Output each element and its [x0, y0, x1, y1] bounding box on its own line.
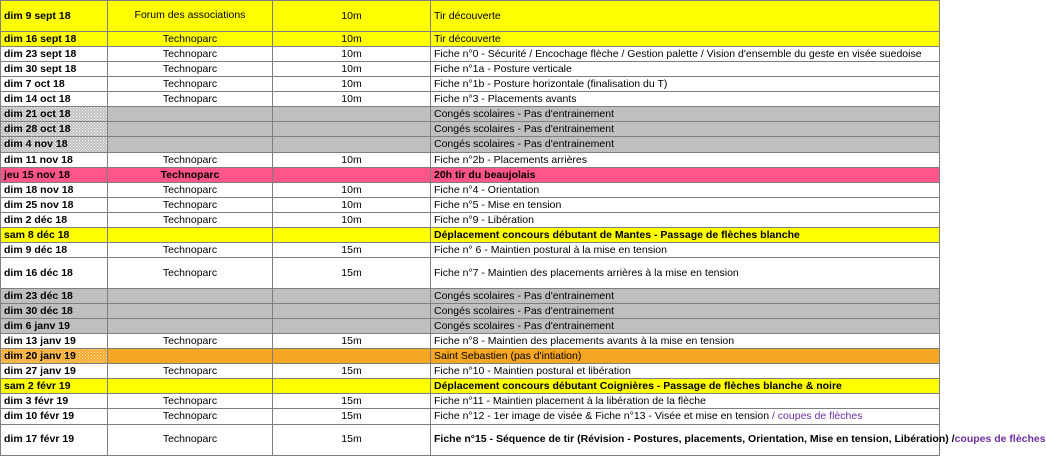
row-duration: 15m: [273, 424, 431, 455]
row-description-text: 20h tir du beaujolais: [434, 168, 536, 181]
table-row: [1, 167, 940, 182]
row-description: [431, 107, 940, 122]
row-duration: 15m: [273, 242, 431, 257]
row-place: Forum des associations: [108, 1, 273, 32]
row-place: [108, 227, 273, 242]
table-row: [1, 212, 940, 227]
row-place: Technoparc: [108, 152, 273, 167]
row-duration: 10m: [273, 92, 431, 107]
row-date: dim 25 nov 18: [1, 197, 108, 212]
row-description-text: Déplacement concours débutant de Mantes - Passage de flèches blanche: [434, 228, 800, 241]
table-row: [1, 92, 940, 107]
row-duration: 10m: [273, 1, 431, 32]
row-description: [431, 242, 940, 257]
row-description-suffix: coupes de flèches: [954, 433, 1046, 446]
row-duration: 15m: [273, 257, 431, 288]
table-row: [1, 319, 940, 334]
row-description: [431, 409, 940, 424]
row-place: Technoparc: [108, 92, 273, 107]
row-date: dim 2 déc 18: [1, 212, 108, 227]
table-row: [1, 152, 940, 167]
row-description-text: Fiche n°9 - Libération: [434, 213, 534, 226]
row-duration: [273, 288, 431, 303]
row-duration: 10m: [273, 32, 431, 47]
row-place: [108, 379, 273, 394]
row-description-text: Fiche n°1a - Posture verticale: [434, 63, 572, 76]
row-place: Technoparc: [108, 62, 273, 77]
row-description-text: Fiche n°11 - Maintien placement à la libération de la flèche: [434, 395, 706, 408]
row-description: [431, 424, 1046, 455]
schedule-body: [1, 1, 1046, 456]
row-date: dim 4 nov 18: [1, 137, 108, 152]
row-place: Technoparc: [108, 394, 273, 409]
row-place: [108, 137, 273, 152]
row-description-text: Saint Sebastien (pas d'intiation): [434, 350, 582, 363]
row-place: Technoparc: [108, 334, 273, 349]
row-duration: [273, 319, 431, 334]
table-row: [1, 349, 940, 364]
row-description-text: Fiche n°5 - Mise en tension: [434, 198, 562, 211]
row-duration: 15m: [273, 364, 431, 379]
row-duration: [273, 304, 431, 319]
row-place: [108, 107, 273, 122]
row-date: dim 13 janv 19: [1, 334, 108, 349]
row-date: dim 21 oct 18: [1, 107, 108, 122]
table-row: [1, 288, 940, 303]
row-place: Technoparc: [108, 242, 273, 257]
row-date: dim 10 févr 19: [1, 409, 108, 424]
row-description: [431, 47, 940, 62]
row-duration: 10m: [273, 152, 431, 167]
row-description-text: Congés scolaires - Pas d'entrainement: [434, 108, 615, 121]
row-description: [431, 349, 940, 364]
row-place: Technoparc: [108, 32, 273, 47]
row-description: [431, 304, 940, 319]
row-date: dim 9 déc 18: [1, 242, 108, 257]
row-date: dim 9 sept 18: [1, 1, 108, 32]
table-row: [1, 47, 940, 62]
row-description: [431, 334, 940, 349]
row-duration: 10m: [273, 62, 431, 77]
row-place: Technoparc: [108, 424, 273, 455]
row-description-text: Tir découverte: [434, 9, 501, 22]
row-place: [108, 349, 273, 364]
row-duration: [273, 137, 431, 152]
row-description-text: Déplacement concours débutant Coignières - Passage de flèches blanche & noire: [434, 380, 842, 393]
row-duration: 15m: [273, 394, 431, 409]
row-description-text: Congés scolaires - Pas d'entrainement: [434, 123, 615, 136]
row-place: Technoparc: [108, 47, 273, 62]
row-place: [108, 319, 273, 334]
row-description: [431, 62, 940, 77]
row-description-text: Fiche n°8 - Maintien des placements avants à la mise en tension: [434, 335, 735, 348]
row-description-text: Congés scolaires - Pas d'entrainement: [434, 289, 615, 302]
table-row: [1, 242, 940, 257]
row-duration: 15m: [273, 334, 431, 349]
table-row: [1, 304, 940, 319]
row-date: dim 16 sept 18: [1, 32, 108, 47]
row-description-text: Fiche n°4 - Orientation: [434, 183, 540, 196]
row-description-text: Fiche n° 6 - Maintien postural à la mise en tension: [434, 243, 667, 256]
table-row: [1, 424, 940, 455]
table-row: [1, 364, 940, 379]
row-place: Technoparc: [108, 182, 273, 197]
row-date: dim 30 déc 18: [1, 304, 108, 319]
row-place: Technoparc: [108, 409, 273, 424]
row-date: dim 23 déc 18: [1, 288, 108, 303]
row-description: [431, 288, 940, 303]
row-description: [431, 227, 940, 242]
row-description-text: Fiche n°10 - Maintien postural et libération: [434, 365, 631, 378]
row-duration: 10m: [273, 77, 431, 92]
row-description-text: Fiche n°2b - Placements arrières: [434, 153, 588, 166]
row-duration: 10m: [273, 182, 431, 197]
row-description: [431, 122, 940, 137]
row-description-text: Fiche n°1b - Posture horizontale (finalisation du T): [434, 78, 668, 91]
row-place: Technoparc: [108, 167, 273, 182]
row-description: [431, 257, 940, 288]
row-duration: 10m: [273, 212, 431, 227]
row-description: [431, 319, 940, 334]
row-description-text: Congés scolaires - Pas d'entrainement: [434, 305, 615, 317]
table-row: [1, 227, 940, 242]
row-description: [431, 379, 940, 394]
row-place: [108, 288, 273, 303]
row-description: [431, 394, 940, 409]
row-description: [431, 32, 940, 47]
row-date: sam 2 févr 19: [1, 379, 108, 394]
row-date: dim 14 oct 18: [1, 92, 108, 107]
row-date: dim 6 janv 19: [1, 319, 108, 334]
row-description: [431, 152, 940, 167]
table-row: [1, 182, 940, 197]
row-date: dim 17 févr 19: [1, 424, 108, 455]
row-duration: [273, 167, 431, 182]
row-description: [431, 137, 940, 152]
table-row: [1, 334, 940, 349]
row-date: dim 28 oct 18: [1, 122, 108, 137]
row-description: [431, 364, 940, 379]
row-duration: [273, 227, 431, 242]
row-description-text: Fiche n°12 - 1er image de visée & Fiche n°13 - Visée et mise en tension: [434, 410, 770, 423]
row-place: Technoparc: [108, 77, 273, 92]
row-description-text: Fiche n°15 - Séquence de tir (Révision - Postures, placements, Orientation, Mise en tension, Libération) /: [434, 433, 955, 446]
row-description-text: Fiche n°0 - Sécurité / Encochage flèche / Gestion palette / Vision d'ensemble du geste en visée suedoise: [434, 48, 922, 61]
row-place: [108, 304, 273, 319]
row-date: dim 3 févr 19: [1, 394, 108, 409]
row-date: dim 30 sept 18: [1, 62, 108, 77]
row-place: Technoparc: [108, 212, 273, 227]
row-date: sam 8 déc 18: [1, 227, 108, 242]
table-row: [1, 257, 940, 288]
row-date: dim 7 oct 18: [1, 77, 108, 92]
table-row: [1, 107, 940, 122]
row-place: Technoparc: [108, 257, 273, 288]
row-description-text: Tir découverte: [434, 33, 501, 45]
row-description: [431, 197, 940, 212]
table-row: [1, 197, 940, 212]
row-place: Technoparc: [108, 364, 273, 379]
row-description-text: Fiche n°7 - Maintien des placements arrières à la mise en tension: [434, 266, 739, 279]
row-description: [431, 182, 940, 197]
row-place: Technoparc: [108, 197, 273, 212]
row-duration: [273, 379, 431, 394]
table-row: [1, 122, 940, 137]
table-row: [1, 409, 940, 424]
row-duration: 10m: [273, 47, 431, 62]
row-place: [108, 122, 273, 137]
row-duration: [273, 349, 431, 364]
row-duration: 15m: [273, 409, 431, 424]
table-row: [1, 394, 940, 409]
table-row: [1, 137, 940, 152]
row-date: dim 23 sept 18: [1, 47, 108, 62]
row-date: dim 16 déc 18: [1, 257, 108, 288]
row-date: dim 20 janv 19: [1, 349, 108, 364]
row-description-text: Fiche n°3 - Placements avants: [434, 93, 577, 106]
row-date: jeu 15 nov 18: [1, 167, 108, 182]
table-row: [1, 32, 940, 47]
table-row: [1, 379, 940, 394]
row-description: [431, 1, 940, 32]
table-row: [1, 62, 940, 77]
row-duration: 10m: [273, 197, 431, 212]
row-duration: [273, 122, 431, 137]
table-row: [1, 1, 940, 32]
row-description: [431, 167, 940, 182]
row-description-suffix: / coupes de flèches: [769, 410, 863, 423]
row-description-text: Congés scolaires - Pas d'entrainement: [434, 320, 615, 333]
table-row: [1, 77, 940, 92]
row-date: dim 11 nov 18: [1, 152, 108, 167]
row-description: [431, 92, 940, 107]
row-description: [431, 77, 940, 92]
row-date: dim 27 janv 19: [1, 364, 108, 379]
row-description: [431, 212, 940, 227]
row-date: dim 18 nov 18: [1, 182, 108, 197]
row-description-text: Congés scolaires - Pas d'entrainement: [434, 138, 615, 151]
row-duration: [273, 107, 431, 122]
